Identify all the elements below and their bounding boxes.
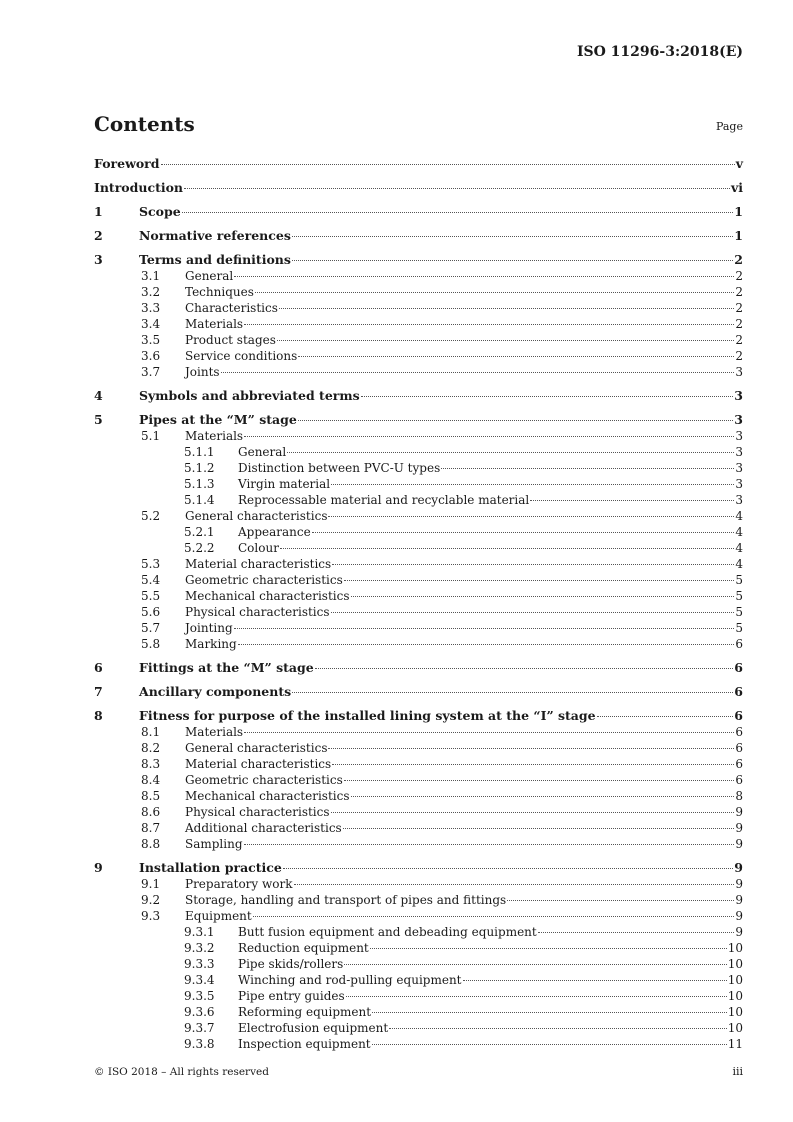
toc-entry-title: Ancillary components xyxy=(139,684,292,699)
toc-entry-number: 5.1.3 xyxy=(184,477,215,491)
toc-entry-title: Colour xyxy=(238,541,279,555)
toc-entry-page: 9 xyxy=(735,925,743,939)
toc-entry-number: 5.1 xyxy=(141,429,161,443)
toc-entry-title: Mechanical characteristics xyxy=(185,789,350,803)
toc-entry-page: 6 xyxy=(735,725,743,739)
copyright-footer: © ISO 2018 – All rights reserved xyxy=(94,1066,269,1078)
toc-entry-title: Symbols and abbreviated terms xyxy=(139,388,360,403)
toc-entry-page: 9 xyxy=(735,805,743,819)
toc-entry-page: 1 xyxy=(734,228,743,243)
toc-entry-number: 5.3 xyxy=(141,557,161,571)
toc-entry-number: 8.3 xyxy=(141,757,161,771)
toc-entry[interactable] xyxy=(94,1004,743,1020)
toc-entry-page: 2 xyxy=(735,333,743,347)
toc-entry-page: 6 xyxy=(735,773,743,787)
toc-entry-page: 6 xyxy=(734,684,743,699)
toc-entry-number: 5.8 xyxy=(141,637,161,651)
toc-entry[interactable] xyxy=(94,604,743,620)
toc-entry-page: 9 xyxy=(735,877,743,891)
toc-entry-number: 3.4 xyxy=(141,317,161,331)
toc-entry-page: 1 xyxy=(734,204,743,219)
toc-entry-page: 4 xyxy=(735,541,743,555)
toc-entry[interactable] xyxy=(94,252,743,268)
toc-entry-title: Fitness for purpose of the installed lining system at the “I” stage xyxy=(139,708,596,723)
toc-entry[interactable] xyxy=(94,740,743,756)
toc-entry-page: 2 xyxy=(735,349,743,363)
toc-entry-number: 5.6 xyxy=(141,605,161,619)
toc-entry-number: 5.2 xyxy=(141,509,161,523)
toc-entry[interactable] xyxy=(94,972,743,988)
dot-leader xyxy=(287,452,734,453)
toc-entry-page: 2 xyxy=(735,269,743,283)
toc-entry-number: 2 xyxy=(94,228,103,243)
dot-leader xyxy=(292,692,733,693)
toc-entry-number: 9.3.4 xyxy=(184,973,215,987)
toc-entry-number: 3.3 xyxy=(141,301,161,315)
toc-entry-number: 9.3.2 xyxy=(184,941,215,955)
toc-entry-number: 9.3.8 xyxy=(184,1037,215,1051)
toc-entry[interactable] xyxy=(94,724,743,740)
toc-entry-number: 5.4 xyxy=(141,573,161,587)
toc-entry-number: 8.2 xyxy=(141,741,161,755)
toc-entry-number: 5.5 xyxy=(141,589,161,603)
toc-entry-number: 8.4 xyxy=(141,773,161,787)
toc-entry[interactable] xyxy=(94,300,743,316)
dot-leader xyxy=(280,548,734,549)
toc-entry-title: General xyxy=(185,269,234,283)
toc-entry-page: 3 xyxy=(735,461,743,475)
toc-entry-page: 2 xyxy=(735,317,743,331)
toc-entry-number: 7 xyxy=(94,684,103,699)
page-number-footer: iii xyxy=(732,1065,743,1078)
dot-leader xyxy=(292,260,733,261)
dot-leader xyxy=(372,1012,727,1013)
toc-entry-title: Storage, handling and transport of pipes and fittings xyxy=(185,893,507,907)
toc-entry-number: 9.3.6 xyxy=(184,1005,215,1019)
toc-entry-title: Reprocessable material and recyclable material xyxy=(238,493,530,507)
toc-entry-page: 9 xyxy=(734,860,743,875)
toc-entry[interactable] xyxy=(94,508,743,524)
dot-leader xyxy=(283,868,733,869)
toc-entry-title: Physical characteristics xyxy=(185,805,330,819)
toc-entry-page: 6 xyxy=(735,741,743,755)
toc-entry[interactable] xyxy=(94,228,743,244)
dot-leader xyxy=(294,884,735,885)
dot-leader xyxy=(344,964,726,965)
dot-leader xyxy=(361,396,734,397)
dot-leader xyxy=(328,516,734,517)
dot-leader xyxy=(184,188,730,189)
toc-entry-page: 10 xyxy=(727,989,743,1003)
toc-entry-page: 3 xyxy=(735,365,743,379)
toc-entry-title: General characteristics xyxy=(185,741,328,755)
toc-entry-title: Pipes at the “M” stage xyxy=(139,412,297,427)
toc-entry-number: 9.3 xyxy=(141,909,161,923)
toc-entry-title: General xyxy=(238,445,287,459)
toc-entry[interactable] xyxy=(94,772,743,788)
dot-leader xyxy=(161,164,735,165)
dot-leader xyxy=(244,324,734,325)
toc-entry-number: 5.7 xyxy=(141,621,161,635)
toc-entry-title: Equipment xyxy=(185,909,252,923)
toc-entry-page: 4 xyxy=(735,525,743,539)
toc-entry-page: 3 xyxy=(734,412,743,427)
dot-leader xyxy=(244,732,734,733)
dot-leader xyxy=(253,916,735,917)
dot-leader xyxy=(597,716,734,717)
toc-entry-page: 2 xyxy=(735,301,743,315)
toc-entry[interactable] xyxy=(94,788,743,804)
toc-entry-number: 5.2.1 xyxy=(184,525,215,539)
dot-leader xyxy=(346,996,727,997)
toc-entry[interactable] xyxy=(94,876,743,892)
toc-entry-title: Reforming equipment xyxy=(238,1005,372,1019)
toc-entry[interactable] xyxy=(94,956,743,972)
dot-leader xyxy=(298,420,734,421)
toc-entry-title: General characteristics xyxy=(185,509,328,523)
toc-entry[interactable] xyxy=(94,636,743,652)
toc-entry-page: 5 xyxy=(735,589,743,603)
toc-entry-number: 9.3.3 xyxy=(184,957,215,971)
toc-entry-title: Foreword xyxy=(94,156,160,171)
toc-entry-number: 3.6 xyxy=(141,349,161,363)
toc-entry-number: 5.1.4 xyxy=(184,493,215,507)
toc-entry-title: Physical characteristics xyxy=(185,605,330,619)
dot-leader xyxy=(244,436,734,437)
toc-entry[interactable] xyxy=(94,412,743,428)
toc-entry-number: 8.5 xyxy=(141,789,161,803)
page-column-label: Page xyxy=(715,120,743,133)
toc-entry[interactable] xyxy=(94,708,743,724)
dot-leader xyxy=(332,564,734,565)
toc-entry-number: 3 xyxy=(94,252,103,267)
toc-entry[interactable] xyxy=(94,684,743,700)
page-title: Contents xyxy=(94,112,195,136)
toc-entry-title: Winching and rod-pulling equipment xyxy=(238,973,462,987)
toc-entry[interactable] xyxy=(94,588,743,604)
dot-leader xyxy=(182,212,734,213)
toc-entry[interactable] xyxy=(94,620,743,636)
toc-entry[interactable] xyxy=(94,204,743,220)
toc-entry-title: Installation practice xyxy=(139,860,282,875)
toc-entry-page: 6 xyxy=(734,708,743,723)
toc-entry-number: 5.1.2 xyxy=(184,461,215,475)
dot-leader xyxy=(370,948,727,949)
dot-leader xyxy=(221,372,735,373)
toc-entry-number: 9.3.1 xyxy=(184,925,215,939)
toc-entry-number: 8.8 xyxy=(141,837,161,851)
toc-entry-number: 4 xyxy=(94,388,103,403)
dot-leader xyxy=(344,780,735,781)
dot-leader xyxy=(255,292,735,293)
toc-entry[interactable] xyxy=(94,892,743,908)
toc-entry-number: 9 xyxy=(94,860,103,875)
dot-leader xyxy=(234,628,735,629)
toc-entry-page: 4 xyxy=(735,557,743,571)
toc-entry-page: 9 xyxy=(735,837,743,851)
toc-entry-number: 3.1 xyxy=(141,269,161,283)
toc-entry[interactable] xyxy=(94,284,743,300)
dot-leader xyxy=(343,828,735,829)
toc-entry[interactable] xyxy=(94,540,743,556)
toc-entry-number: 8.6 xyxy=(141,805,161,819)
toc-entry-page: 10 xyxy=(727,941,743,955)
dot-leader xyxy=(389,1028,727,1029)
toc-entry[interactable] xyxy=(94,924,743,940)
toc-entry[interactable] xyxy=(94,268,743,284)
toc-entry[interactable] xyxy=(94,444,743,460)
document-id-header: ISO 11296-3:2018(E) xyxy=(576,44,743,60)
dot-leader xyxy=(463,980,727,981)
toc-entry-number: 9.3.7 xyxy=(184,1021,215,1035)
toc-entry-page: 10 xyxy=(727,1005,743,1019)
toc-entry-number: 8.1 xyxy=(141,725,161,739)
toc-entry[interactable] xyxy=(94,428,743,444)
toc-entry-number: 5 xyxy=(94,412,103,427)
toc-entry-title: Appearance xyxy=(238,525,311,539)
toc-entry-page: 3 xyxy=(735,477,743,491)
toc-entry-page: 9 xyxy=(735,893,743,907)
dot-leader xyxy=(372,1044,727,1045)
toc-entry[interactable] xyxy=(94,836,743,852)
toc-entry-page: 10 xyxy=(727,973,743,987)
toc-entry[interactable] xyxy=(94,332,743,348)
toc-entry-title: Distinction between PVC-U types xyxy=(238,461,441,475)
toc-entry[interactable] xyxy=(94,476,743,492)
toc-entry-title: Materials xyxy=(185,725,244,739)
toc-entry-number: 3.5 xyxy=(141,333,161,347)
toc-entry-title: Joints xyxy=(185,365,220,379)
toc-entry[interactable] xyxy=(94,316,743,332)
toc-entry-page: 6 xyxy=(735,637,743,651)
toc-entry-number: 3.7 xyxy=(141,365,161,379)
dot-leader xyxy=(292,236,733,237)
toc-entry-page: v xyxy=(735,156,743,171)
toc-entry-number: 3.2 xyxy=(141,285,161,299)
toc-entry[interactable] xyxy=(94,988,743,1004)
toc-entry-page: 3 xyxy=(735,445,743,459)
dot-leader xyxy=(530,500,734,501)
toc-entry-title: Product stages xyxy=(185,333,276,347)
toc-entry-title: Electrofusion equipment xyxy=(238,1021,389,1035)
dot-leader xyxy=(351,796,735,797)
toc-entry-title: Geometric characteristics xyxy=(185,773,343,787)
toc-entry[interactable] xyxy=(94,348,743,364)
toc-entry[interactable] xyxy=(94,492,743,508)
dot-leader xyxy=(312,532,735,533)
toc-entry[interactable] xyxy=(94,156,743,172)
toc-entry[interactable] xyxy=(94,1020,743,1036)
toc-entry-page: vi xyxy=(730,180,743,195)
toc-entry-title: Sampling xyxy=(185,837,243,851)
toc-entry-title: Pipe skids/rollers xyxy=(238,957,344,971)
toc-entry-title: Scope xyxy=(139,204,181,219)
toc-entry-page: 5 xyxy=(735,605,743,619)
toc-entry-page: 3 xyxy=(734,388,743,403)
toc-entry-title: Introduction xyxy=(94,180,184,195)
toc-entry[interactable] xyxy=(94,364,743,380)
toc-entry[interactable] xyxy=(94,756,743,772)
toc-entry-title: Service conditions xyxy=(185,349,298,363)
toc-entry-page: 4 xyxy=(735,509,743,523)
dot-leader xyxy=(507,900,734,901)
toc-entry[interactable] xyxy=(94,524,743,540)
dot-leader xyxy=(328,748,734,749)
toc-entry-title: Materials xyxy=(185,429,244,443)
toc-entry-number: 9.2 xyxy=(141,893,161,907)
toc-entry-page: 9 xyxy=(735,909,743,923)
toc-entry-page: 9 xyxy=(735,821,743,835)
toc-entry-page: 5 xyxy=(735,621,743,635)
toc-entry-title: Materials xyxy=(185,317,244,331)
dot-leader xyxy=(277,340,734,341)
toc-entry-title: Pipe entry guides xyxy=(238,989,345,1003)
toc-entry[interactable] xyxy=(94,940,743,956)
dot-leader xyxy=(351,596,735,597)
toc-entry-title: Material characteristics xyxy=(185,557,332,571)
toc-entry-title: Virgin material xyxy=(238,477,331,491)
toc-entry-title: Fittings at the “M” stage xyxy=(139,660,314,675)
toc-entry[interactable] xyxy=(94,460,743,476)
toc-entry-title: Preparatory work xyxy=(185,877,293,891)
toc-entry-title: Terms and definitions xyxy=(139,252,291,267)
dot-leader xyxy=(331,484,734,485)
dot-leader xyxy=(344,580,735,581)
toc-entry-page: 6 xyxy=(735,757,743,771)
toc-entry-page: 11 xyxy=(727,1037,743,1051)
toc-entry-number: 6 xyxy=(94,660,103,675)
toc-entry[interactable] xyxy=(94,804,743,820)
toc-entry-title: Additional characteristics xyxy=(185,821,342,835)
toc-entry-page: 6 xyxy=(734,660,743,675)
toc-entry[interactable] xyxy=(94,388,743,404)
toc-entry-number: 8 xyxy=(94,708,103,723)
dot-leader xyxy=(332,764,734,765)
dot-leader xyxy=(331,612,735,613)
toc-entry[interactable] xyxy=(94,180,743,196)
toc-entry-title: Geometric characteristics xyxy=(185,573,343,587)
toc-entry-page: 5 xyxy=(735,573,743,587)
dot-leader xyxy=(331,812,735,813)
toc-entry[interactable] xyxy=(94,860,743,876)
dot-leader xyxy=(315,668,734,669)
toc-entry-number: 8.7 xyxy=(141,821,161,835)
toc-entry-page: 8 xyxy=(735,789,743,803)
toc-entry-number: 5.2.2 xyxy=(184,541,215,555)
toc-entry-title: Reduction equipment xyxy=(238,941,369,955)
toc-entry-title: Mechanical characteristics xyxy=(185,589,350,603)
dot-leader xyxy=(538,932,735,933)
toc-entry-title: Marking xyxy=(185,637,237,651)
toc-entry[interactable] xyxy=(94,572,743,588)
toc-entry-title: Techniques xyxy=(185,285,254,299)
toc-entry[interactable] xyxy=(94,1036,743,1052)
toc-entry-number: 5.1.1 xyxy=(184,445,215,459)
dot-leader xyxy=(234,276,734,277)
toc-entry-page: 3 xyxy=(735,429,743,443)
toc-entry[interactable] xyxy=(94,556,743,572)
toc-entry-number: 1 xyxy=(94,204,103,219)
table-of-contents xyxy=(94,156,743,1052)
toc-entry-title: Inspection equipment xyxy=(238,1037,371,1051)
toc-entry-page: 2 xyxy=(735,285,743,299)
toc-entry-page: 3 xyxy=(735,493,743,507)
toc-entry[interactable] xyxy=(94,820,743,836)
toc-entry-title: Normative references xyxy=(139,228,291,243)
dot-leader xyxy=(238,644,735,645)
toc-entry-number: 9.3.5 xyxy=(184,989,215,1003)
toc-entry-title: Butt fusion equipment and debeading equipment xyxy=(238,925,537,939)
toc-entry-number: 9.1 xyxy=(141,877,161,891)
dot-leader xyxy=(298,356,734,357)
dot-leader xyxy=(244,844,735,845)
toc-entry-page: 10 xyxy=(727,957,743,971)
dot-leader xyxy=(441,468,734,469)
toc-entry[interactable] xyxy=(94,908,743,924)
toc-entry-title: Characteristics xyxy=(185,301,278,315)
dot-leader xyxy=(279,308,734,309)
toc-entry-page: 2 xyxy=(734,252,743,267)
toc-entry-title: Material characteristics xyxy=(185,757,332,771)
toc-entry[interactable] xyxy=(94,660,743,676)
toc-entry-title: Jointing xyxy=(185,621,233,635)
toc-entry-page: 10 xyxy=(727,1021,743,1035)
